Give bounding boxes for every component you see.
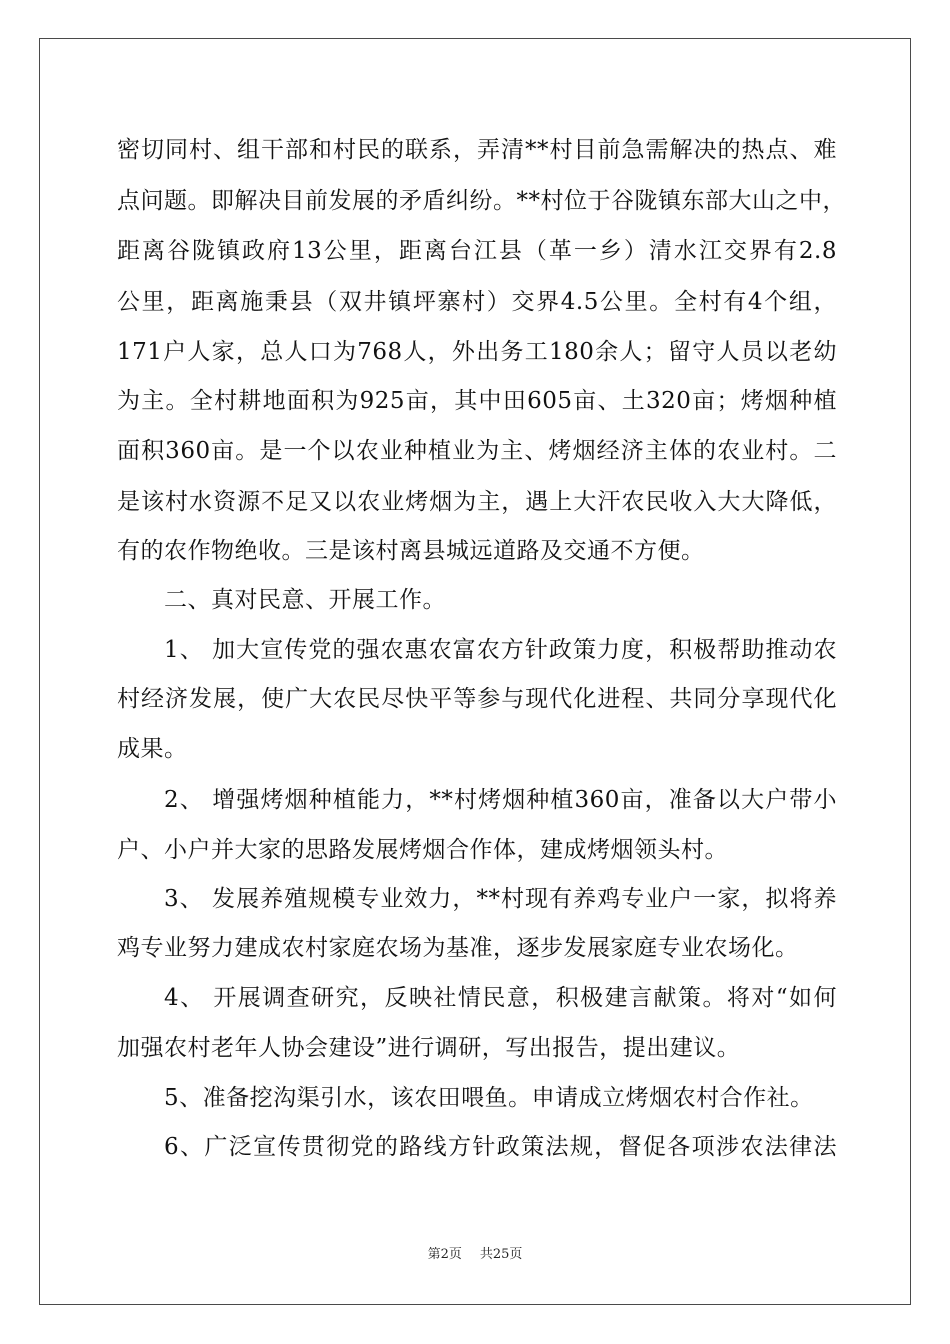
page-number: 第2页 (427, 1247, 462, 1262)
list-item-1-line: 1、 加大宣传党的强农惠农富农方针政策力度，积极帮助推动农 (164, 637, 837, 663)
text-line: 有的农作物绝收。三是该村离县城远道路及交通不方便。 (117, 538, 705, 564)
text-line: 点问题。即解决目前发展的矛盾纠纷。**村位于谷陇镇东部大山之中， (117, 188, 846, 214)
text-line: 为主。全村耕地面积为925亩，其中田605亩、土320亩；烤烟种植 (117, 388, 837, 414)
list-item-3-line: 3、 发展养殖规模专业效力，**村现有养鸡专业户一家，拟将养 (164, 886, 837, 912)
text-line: 面积360亩。是一个以农业种植业为主、烤烟经济主体的农业村。二 (117, 438, 837, 464)
page-total: 共25页 (479, 1247, 523, 1262)
text-line: 成果。 (117, 736, 188, 762)
page-footer (0, 1246, 950, 1264)
text-line: 171户人家，总人口为768人，外出务工180余人；留守人员以老幼 (117, 339, 837, 365)
text-line: 户、小户并大家的思路发展烤烟合作体，建成烤烟领头村。 (117, 837, 728, 863)
text-line: 加强农村老年人协会建设”进行调研，写出报告，提出建议。 (117, 1035, 741, 1061)
text-line: 距离谷陇镇政府13公里，距离台江县（革一乡）清水江交界有2.8 (117, 238, 837, 264)
text-line: 公里，距离施秉县（双井镇坪寨村）交界4.5公里。全村有4个组， (117, 289, 837, 315)
list-item-2-line: 2、 增强烤烟种植能力，**村烤烟种植360亩，准备以大户带小 (164, 787, 837, 813)
list-item-5-line: 5、准备挖沟渠引水，该农田喂鱼。申请成立烤烟农村合作社。 (164, 1085, 814, 1111)
text-line: 村经济发展，使广大农民尽快平等参与现代化进程、共同分享现代化 (117, 686, 837, 712)
page-border (39, 38, 911, 1305)
list-item-4-line: 4、 开展调查研究，反映社情民意，积极建言献策。将对“如何 (164, 985, 837, 1011)
list-item-6-line: 6、广泛宣传贯彻党的路线方针政策法规，督促各项涉农法律法 (164, 1134, 837, 1160)
text-line: 鸡专业努力建成农村家庭农场为基准，逐步发展家庭专业农场化。 (117, 935, 799, 961)
text-line: 密切同村、组干部和村民的联系，弄清**村目前急需解决的热点、难 (117, 137, 837, 163)
text-line: 是该村水资源不足又以农业烤烟为主，遇上大汗农民收入大大降低， (117, 489, 837, 515)
section-heading: 二、真对民意、开展工作。 (164, 587, 446, 613)
